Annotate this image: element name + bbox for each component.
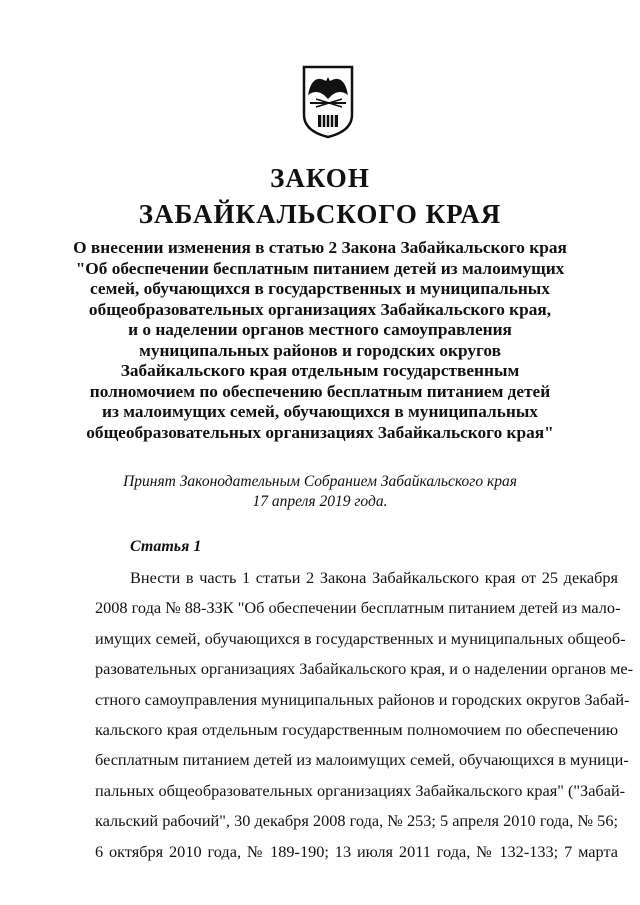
law-title-line: общеобразовательных организациях Забайкальского края" (86, 422, 554, 442)
body-line: Внести в часть 1 статьи 2 Закона Забайкальского края от 25 декабря (130, 568, 618, 587)
adoption-line: Принят Законодательным Собранием Забайкальского края (123, 473, 517, 490)
law-title-line: О внесении изменения в статью 2 Закона Забайкальского края (73, 238, 567, 257)
law-title-line: общеобразовательных организациях Забайкальского края, (88, 299, 552, 319)
law-title (60, 238, 580, 443)
body-line: стного самоуправления муниципальных районов и городских округов Забай- (95, 689, 630, 709)
law-title-line: из малоимущих семей, обучающихся в муниципальных (102, 402, 538, 421)
article-heading: Статья 1 (130, 538, 202, 555)
law-title-line: "Об обеспечении бесплатным питанием детей из малоимущих (75, 258, 565, 278)
body-line: бесплатным питанием детей из малоимущих семей, обучающихся в муници- (95, 750, 629, 770)
law-title-line: Забайкальского края отдельным государственным (120, 361, 520, 380)
body-line: пальных общеобразовательных организациях Забайкальского края" ("Забай- (95, 780, 626, 800)
body-line: разовательных организациях Забайкальского края, и о наделении органов ме- (95, 659, 634, 679)
law-title-line: семей, обучающихся в государственных и муниципальных (90, 279, 550, 298)
body-line: кальского края отдельным государственным полномочием по обеспечению (95, 719, 618, 739)
adoption-date: 17 апреля 2019 года. (252, 493, 388, 510)
adoption-note (60, 472, 580, 512)
law-title-line: полномочием по обеспечению бесплатным питанием детей (89, 381, 551, 401)
body-line: 6 октября 2010 года, № 189-190; 13 июля 2011 года, № 132-133; 7 марта (95, 841, 618, 861)
article-body (95, 566, 634, 870)
coat-of-arms-emblem (302, 65, 354, 139)
body-line: имущих семей, обучающихся в государственных и муниципальных общеоб- (95, 628, 626, 648)
body-line: кальский рабочий", 30 декабря 2008 года, № 253; 5 апреля 2010 года, № 56; (95, 811, 618, 831)
law-title-line: и о наделении органов местного самоуправления (128, 320, 512, 339)
region-heading: ЗАБАЙКАЛЬСКОГО КРАЯ (138, 199, 502, 229)
document-type-heading: ЗАКОН (270, 163, 370, 193)
law-title-line: муниципальных районов и городских округов (139, 340, 501, 360)
body-line: 2008 года № 88-ЗЗК "Об обеспечении бесплатным питанием детей из мало- (95, 598, 621, 618)
